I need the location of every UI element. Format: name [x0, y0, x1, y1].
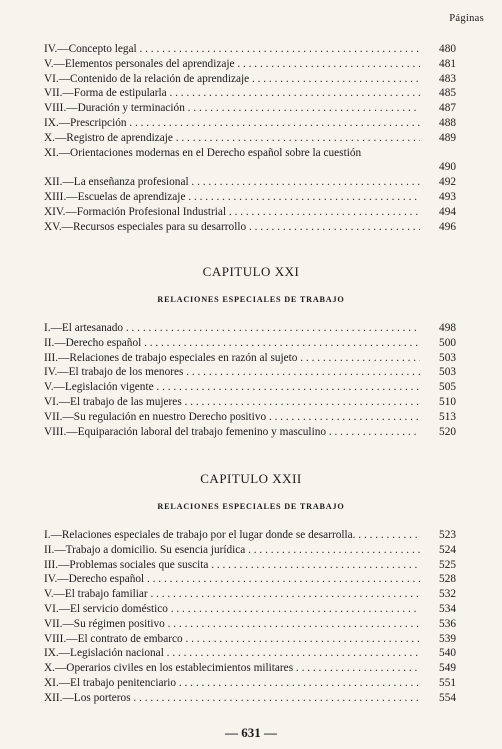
toc-entry-title: IV.—Derecho español . . . — [44, 572, 420, 587]
toc-entry-page: 503 — [426, 365, 456, 380]
toc-entry — [44, 131, 456, 146]
toc-entry-page: 490 — [426, 160, 456, 175]
toc-entry — [44, 351, 456, 366]
toc-entry — [44, 691, 456, 706]
toc-entry-title: V.—Legislación vigente . . . — [44, 380, 420, 395]
toc-entry — [44, 528, 456, 543]
toc-entry — [44, 72, 456, 87]
toc-entry-page: 551 — [426, 676, 456, 691]
toc-entry-title: IX.—Legislación nacional . . . — [44, 646, 420, 661]
toc-entry-page: 487 — [426, 101, 456, 116]
toc-chapter-22 — [44, 528, 456, 706]
toc-entry-page: 525 — [426, 558, 456, 573]
toc-entry-page: 480 — [426, 42, 456, 57]
toc-entry-title: V.—Elementos personales del aprendizaje . . . — [44, 57, 420, 72]
toc-entry — [44, 190, 456, 205]
toc-entry — [44, 86, 456, 101]
toc-entry-title: IV.—Concepto legal . . . — [44, 42, 420, 57]
toc-section-aprendizaje — [44, 42, 456, 234]
toc-entry-page: 554 — [426, 691, 456, 706]
toc-entry — [44, 676, 456, 691]
toc-entry-page: 540 — [426, 646, 456, 661]
toc-entry-title: I.—El artesanado . . . — [44, 321, 420, 336]
toc-entry-page: 496 — [426, 220, 456, 235]
toc-entry-page: 492 — [426, 175, 456, 190]
paginas-header: Páginas — [449, 13, 484, 24]
toc-entry-title: II.—Trabajo a domicilio. Su esencia jurídica . . . — [44, 543, 420, 558]
toc-entry — [44, 205, 456, 220]
toc-entry-title: XII.—Los porteros . . . — [44, 691, 420, 706]
toc-entry-page: 489 — [426, 131, 456, 146]
toc-entry-page: 536 — [426, 617, 456, 632]
toc-entry-title: XV.—Recursos especiales para su desarrollo . . . — [44, 220, 420, 235]
toc-entry-title: VIII.—Equiparación laboral del trabajo femenino y masculino . . . — [44, 425, 420, 440]
toc-entry — [44, 543, 456, 558]
toc-entry — [44, 380, 456, 395]
toc-entry-page: 532 — [426, 587, 456, 602]
toc-entry — [44, 410, 456, 425]
toc-entry-page: 494 — [426, 205, 456, 220]
toc-entry-title: VIII.—Duración y terminación . . . — [44, 101, 420, 116]
toc-entry-page: 534 — [426, 602, 456, 617]
toc-entry — [44, 558, 456, 573]
toc-entry-page: 549 — [426, 661, 456, 676]
toc-entry-title: VII.—Forma de estipularla . . . — [44, 86, 420, 101]
chapter-22-title: CAPITULO XXII — [200, 471, 302, 486]
toc-entry-page: 483 — [426, 72, 456, 87]
toc-entry-page: 500 — [426, 336, 456, 351]
toc-entry — [44, 146, 456, 176]
toc-entry-title: III.—Relaciones de trabajo especiales en razón al sujeto . . . — [44, 351, 420, 366]
toc-chapter-21 — [44, 321, 456, 439]
toc-entry-title: XI.—Orientaciones modernas en el Derecho español sobre la cuestión — [44, 146, 362, 159]
chapter-21-subtitle: RELACIONES ESPECIALES DE TRABAJO — [157, 295, 345, 304]
toc-entry-title: II.—Derecho español . . . — [44, 336, 420, 351]
toc-entry-title: X.—Operarios civiles en los establecimientos militares . . . — [44, 661, 420, 676]
toc-entry — [44, 42, 456, 57]
toc-entry-page: 513 — [426, 410, 456, 425]
toc-entry-title: XII.—La enseñanza profesional . . . — [44, 175, 420, 190]
page-number: — 631 — — [225, 725, 277, 740]
toc-entry — [44, 175, 456, 190]
toc-entry — [44, 101, 456, 116]
toc-entry-page: 493 — [426, 190, 456, 205]
toc-entry — [44, 116, 456, 131]
toc-entry — [44, 321, 456, 336]
toc-entry — [44, 617, 456, 632]
toc-entry-page: 524 — [426, 543, 456, 558]
toc-entry — [44, 57, 456, 72]
toc-entry-title: IV.—El trabajo de los menores . . . — [44, 365, 420, 380]
toc-entry-title: VI.—El trabajo de las mujeres . . . — [44, 395, 420, 410]
toc-entry — [44, 365, 456, 380]
toc-entry — [44, 602, 456, 617]
toc-entry-page: 505 — [426, 380, 456, 395]
toc-entry-title: XI.—El trabajo penitenciario . . . — [44, 676, 420, 691]
toc-entry-page: 523 — [426, 528, 456, 543]
toc-entry — [44, 632, 456, 647]
toc-entry-title: VII.—Su regulación en nuestro Derecho positivo . . . — [44, 410, 420, 425]
chapter-21-title: CAPITULO XXI — [202, 264, 300, 279]
toc-entry — [44, 646, 456, 661]
toc-entry-page: 520 — [426, 425, 456, 440]
toc-entry-title: XIV.—Formación Profesional Industrial . . . — [44, 205, 420, 220]
toc-entry-page: 503 — [426, 351, 456, 366]
toc-entry-title: XIII.—Escuelas de aprendizaje . . . — [44, 190, 420, 205]
toc-entry — [44, 572, 456, 587]
toc-entry — [44, 395, 456, 410]
toc-entry-page: 539 — [426, 632, 456, 647]
toc-entry-title: VII.—Su régimen positivo . . . — [44, 617, 420, 632]
toc-entry-title: VI.—El servicio doméstico . . . — [44, 602, 420, 617]
toc-entry-title: IX.—Prescripción . . . — [44, 116, 420, 131]
toc-entry-page: 485 — [426, 86, 456, 101]
toc-entry-page: 481 — [426, 57, 456, 72]
toc-entry — [44, 336, 456, 351]
toc-entry-page: 510 — [426, 395, 456, 410]
toc-entry — [44, 220, 456, 235]
chapter-22-subtitle: RELACIONES ESPECIALES DE TRABAJO — [157, 502, 345, 511]
toc-entry-title: I.—Relaciones especiales de trabajo por el lugar donde se desarrolla. . . . — [44, 528, 420, 543]
toc-entry-title: III.—Problemas sociales que suscita . . . — [44, 558, 420, 573]
toc-entry-title: VIII.—El contrato de embarco . . . — [44, 632, 420, 647]
toc-entry-title: X.—Registro de aprendizaje . . . — [44, 131, 420, 146]
toc-entry — [44, 661, 456, 676]
toc-entry — [44, 587, 456, 602]
toc-entry-page: 498 — [426, 321, 456, 336]
toc-entry — [44, 425, 456, 440]
toc-entry-title: V.—El trabajo familiar . . . — [44, 587, 420, 602]
toc-entry-page: 528 — [426, 572, 456, 587]
toc-entry-page: 488 — [426, 116, 456, 131]
toc-entry-title: VI.—Contenido de la relación de aprendizaje . . . — [44, 72, 420, 87]
